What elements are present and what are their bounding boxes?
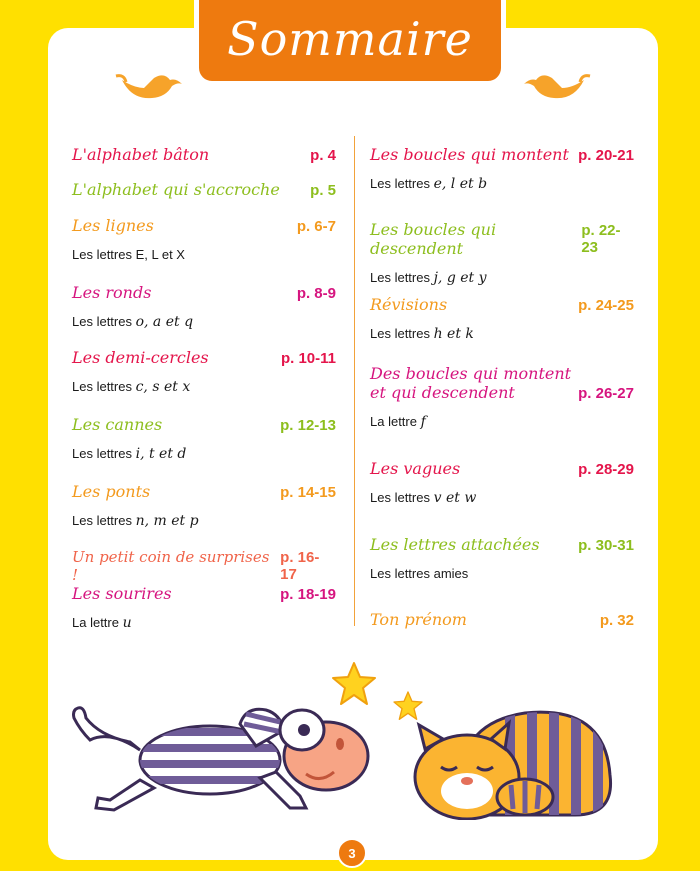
toc-entry[interactable] xyxy=(72,584,336,631)
entry-title-line2: et qui descendent xyxy=(370,383,515,402)
entry-page: p. 14-15 xyxy=(280,484,336,501)
zebra-illustration xyxy=(70,700,370,825)
tiger-illustration xyxy=(405,705,620,820)
bird-icon xyxy=(114,70,186,106)
entry-page: p. 32 xyxy=(599,612,634,629)
page-title: Sommaire xyxy=(227,11,473,66)
entry-subtitle: Les lettres v et w xyxy=(370,490,477,506)
entry-page: p. 10-11 xyxy=(280,350,336,367)
toc-entry[interactable] xyxy=(370,364,634,430)
entry-title: Des boucles qui montent xyxy=(370,364,572,383)
entry-page: p. 20-21 xyxy=(578,147,634,164)
entry-title: Les ponts xyxy=(72,482,151,501)
entry-page: p. 30-31 xyxy=(578,537,634,554)
entry-title: Les sourires xyxy=(72,584,172,603)
entry-title: Les boucles qui descendent xyxy=(370,220,497,258)
entry-subtitle: La lettre u xyxy=(72,615,132,631)
toc-entry[interactable] xyxy=(370,220,634,286)
entry-page: p. 22-23 xyxy=(581,222,621,256)
entry-subtitle: Les lettres e, l et b xyxy=(370,176,488,192)
entry-subtitle: Les lettres amies xyxy=(370,566,469,581)
entry-title: Ton prénom xyxy=(370,610,467,629)
entry-page: p. 18-19 xyxy=(280,586,336,603)
entry-title: Un petit coin de surprises ! xyxy=(72,548,270,584)
entry-title: Les demi-cercles xyxy=(72,348,209,367)
entry-subtitle: Les lettres c, s et x xyxy=(72,379,191,395)
column-divider xyxy=(354,136,355,626)
entry-subtitle: Les lettres j, g et y xyxy=(370,270,487,286)
entry-page: p. 26-27 xyxy=(578,385,634,402)
toc-entry[interactable] xyxy=(72,145,336,164)
entry-subtitle: Les lettres n, m et p xyxy=(72,513,199,529)
entry-page: p. 6-7 xyxy=(296,218,336,235)
entry-page: p. 4 xyxy=(310,147,336,164)
entry-title: L'alphabet qui s'accroche xyxy=(72,180,280,199)
toc-entry[interactable] xyxy=(370,145,634,192)
toc-entry[interactable] xyxy=(72,548,336,584)
entry-subtitle: Les lettres E, L et X xyxy=(72,247,185,262)
toc-entry[interactable] xyxy=(72,415,336,462)
entry-page: p. 24-25 xyxy=(578,297,634,314)
entry-subtitle: Les lettres i, t et d xyxy=(72,446,187,462)
toc-entry[interactable] xyxy=(370,610,634,629)
toc-entry[interactable] xyxy=(370,459,634,506)
entry-subtitle: La lettre f xyxy=(370,414,426,430)
entry-title: Les boucles qui montent xyxy=(370,145,569,164)
entry-title: Révisions xyxy=(370,295,448,314)
entry-subtitle: Les lettres o, a et q xyxy=(72,314,194,330)
toc-entry[interactable] xyxy=(370,535,634,581)
toc-entry[interactable] xyxy=(370,295,634,342)
page-number-badge: 3 xyxy=(337,838,367,868)
entry-subtitle: Les lettres h et k xyxy=(370,326,474,342)
entry-page: p. 28-29 xyxy=(578,461,634,478)
entry-title: L'alphabet bâton xyxy=(72,145,210,164)
toc-entry[interactable] xyxy=(72,283,336,330)
entry-title: Les cannes xyxy=(72,415,163,434)
toc-entry[interactable] xyxy=(72,216,336,262)
bird-icon xyxy=(520,70,592,106)
toc-entry[interactable] xyxy=(72,348,336,395)
entry-page: p. 16-17 xyxy=(280,549,320,583)
entry-title: Les lignes xyxy=(72,216,154,235)
entry-title: Les ronds xyxy=(72,283,152,302)
entry-page: p. 5 xyxy=(310,182,336,199)
toc-entry[interactable] xyxy=(72,180,336,199)
entry-title: Les lettres attachées xyxy=(370,535,540,554)
entry-title: Les vagues xyxy=(370,459,461,478)
entry-page: p. 12-13 xyxy=(280,417,336,434)
toc-entry[interactable] xyxy=(72,482,336,529)
entry-page: p. 8-9 xyxy=(296,285,336,302)
title-tab xyxy=(194,0,506,86)
